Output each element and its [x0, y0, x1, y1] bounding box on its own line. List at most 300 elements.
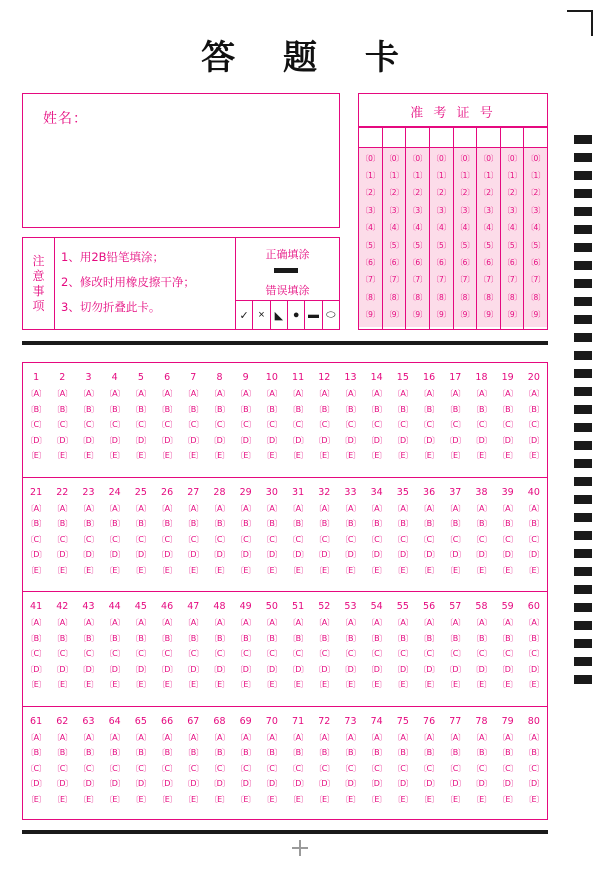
answer-bubble[interactable]: 〔E〕: [183, 680, 204, 689]
answer-bubble[interactable]: 〔B〕: [471, 519, 492, 528]
answer-bubble[interactable]: 〔D〕: [261, 550, 283, 559]
answer-bubble[interactable]: 〔E〕: [419, 680, 439, 689]
answer-bubble[interactable]: 〔A〕: [235, 503, 256, 513]
answer-bubble[interactable]: 〔C〕: [471, 763, 492, 773]
answer-bubble[interactable]: 〔D〕: [130, 664, 152, 674]
answer-bubble[interactable]: 〔B〕: [340, 404, 361, 414]
answer-bubble[interactable]: 〔B〕: [26, 748, 47, 757]
answer-bubble[interactable]: 〔B〕: [235, 748, 256, 757]
answer-bubble[interactable]: 〔E〕: [445, 794, 466, 804]
answer-bubble[interactable]: 〔E〕: [471, 680, 492, 689]
answer-bubble[interactable]: 〔C〕: [26, 420, 47, 429]
answer-bubble[interactable]: 〔D〕: [523, 550, 545, 559]
answer-bubble[interactable]: 〔E〕: [288, 451, 308, 460]
exam-number-bubble[interactable]: 〔8〕: [432, 292, 451, 302]
answer-bubble[interactable]: 〔C〕: [340, 649, 361, 658]
answer-bubble[interactable]: 〔D〕: [182, 664, 204, 674]
answer-bubble[interactable]: 〔D〕: [182, 435, 204, 445]
answer-bubble[interactable]: 〔C〕: [235, 420, 256, 429]
answer-bubble[interactable]: 〔A〕: [104, 732, 125, 742]
answer-bubble[interactable]: 〔D〕: [209, 779, 230, 788]
exam-number-bubble[interactable]: 〔8〕: [408, 292, 427, 302]
exam-number-bubble[interactable]: 〔0〕: [455, 153, 474, 163]
answer-bubble[interactable]: 〔D〕: [523, 435, 545, 445]
answer-bubble[interactable]: 〔B〕: [209, 404, 230, 414]
answer-bubble[interactable]: 〔A〕: [392, 732, 413, 742]
answer-bubble[interactable]: 〔E〕: [288, 794, 308, 804]
answer-bubble[interactable]: 〔E〕: [497, 451, 518, 460]
answer-bubble[interactable]: 〔C〕: [419, 420, 440, 429]
exam-number-bubble[interactable]: 〔1〕: [408, 170, 427, 180]
answer-bubble[interactable]: 〔A〕: [497, 732, 518, 742]
answer-bubble[interactable]: 〔A〕: [314, 618, 335, 627]
answer-bubble[interactable]: 〔E〕: [288, 680, 308, 689]
answer-bubble[interactable]: 〔E〕: [157, 794, 177, 804]
answer-bubble[interactable]: 〔C〕: [497, 649, 518, 658]
answer-bubble[interactable]: 〔B〕: [78, 748, 99, 757]
exam-number-column[interactable]: [501, 128, 525, 329]
exam-number-digit-entry[interactable]: [454, 128, 477, 148]
exam-number-bubble[interactable]: 〔9〕: [384, 310, 404, 320]
answer-bubble[interactable]: 〔A〕: [78, 503, 99, 513]
answer-bubble[interactable]: 〔A〕: [78, 732, 99, 742]
answer-bubble[interactable]: 〔C〕: [366, 649, 387, 658]
answer-bubble[interactable]: 〔D〕: [104, 550, 125, 559]
answer-bubble[interactable]: 〔E〕: [524, 565, 544, 575]
answer-bubble[interactable]: 〔D〕: [51, 550, 73, 559]
answer-bubble[interactable]: 〔B〕: [288, 519, 309, 528]
answer-bubble[interactable]: 〔E〕: [131, 794, 151, 804]
exam-number-bubble[interactable]: 〔8〕: [526, 292, 545, 302]
answer-bubble[interactable]: 〔B〕: [419, 748, 440, 757]
answer-bubble[interactable]: 〔A〕: [523, 618, 544, 627]
answer-bubble[interactable]: 〔C〕: [209, 649, 230, 658]
answer-bubble[interactable]: 〔B〕: [497, 633, 518, 643]
answer-bubble[interactable]: 〔C〕: [340, 420, 361, 429]
answer-bubble[interactable]: 〔D〕: [51, 435, 73, 445]
answer-bubble[interactable]: 〔A〕: [130, 503, 151, 513]
answer-bubble[interactable]: 〔C〕: [497, 420, 518, 429]
answer-bubble[interactable]: 〔E〕: [366, 794, 387, 804]
answer-bubble[interactable]: 〔A〕: [314, 389, 335, 398]
answer-bubble[interactable]: 〔D〕: [209, 435, 230, 445]
answer-bubble[interactable]: 〔D〕: [78, 664, 99, 674]
answer-bubble[interactable]: 〔B〕: [445, 404, 466, 414]
exam-number-digit-entry[interactable]: [359, 128, 382, 148]
answer-bubble[interactable]: 〔C〕: [471, 420, 492, 429]
exam-number-bubble[interactable]: 〔7〕: [361, 275, 380, 285]
answer-bubble[interactable]: 〔D〕: [444, 664, 466, 674]
exam-number-bubble[interactable]: 〔9〕: [408, 310, 427, 320]
answer-bubble[interactable]: 〔A〕: [314, 732, 335, 742]
answer-bubble[interactable]: 〔E〕: [52, 565, 73, 575]
answer-bubble[interactable]: 〔B〕: [471, 748, 492, 757]
answer-bubble[interactable]: 〔E〕: [419, 565, 439, 575]
answer-bubble[interactable]: 〔D〕: [497, 435, 518, 445]
answer-bubble[interactable]: 〔C〕: [419, 649, 440, 658]
answer-bubble[interactable]: 〔E〕: [52, 794, 73, 804]
exam-number-bubble[interactable]: 〔9〕: [479, 310, 498, 320]
answer-bubble[interactable]: 〔E〕: [524, 680, 544, 689]
answer-bubble[interactable]: 〔B〕: [130, 748, 151, 757]
answer-bubble[interactable]: 〔A〕: [445, 618, 466, 627]
answer-bubble[interactable]: 〔C〕: [314, 763, 335, 773]
answer-bubble[interactable]: 〔B〕: [183, 404, 204, 414]
answer-bubble[interactable]: 〔B〕: [157, 633, 178, 643]
answer-bubble[interactable]: 〔C〕: [471, 649, 492, 658]
answer-bubble[interactable]: 〔E〕: [235, 680, 256, 689]
exam-number-bubble[interactable]: 〔1〕: [502, 170, 522, 180]
answer-bubble[interactable]: 〔C〕: [523, 420, 544, 429]
answer-bubble[interactable]: 〔B〕: [52, 633, 73, 643]
answer-bubble[interactable]: 〔C〕: [157, 534, 178, 544]
answer-bubble[interactable]: 〔C〕: [104, 534, 125, 544]
answer-bubble[interactable]: 〔D〕: [392, 664, 414, 674]
answer-bubble[interactable]: 〔A〕: [419, 503, 440, 513]
answer-bubble[interactable]: 〔B〕: [183, 633, 204, 643]
answer-bubble[interactable]: 〔C〕: [130, 534, 151, 544]
answer-bubble[interactable]: 〔E〕: [524, 794, 544, 804]
answer-bubble[interactable]: 〔B〕: [183, 519, 204, 528]
answer-bubble[interactable]: 〔D〕: [366, 779, 387, 788]
exam-number-bubble[interactable]: 〔6〕: [479, 257, 498, 267]
answer-bubble[interactable]: 〔E〕: [131, 680, 151, 689]
answer-bubble[interactable]: 〔B〕: [104, 519, 125, 528]
exam-number-bubble[interactable]: 〔8〕: [361, 292, 380, 302]
answer-bubble[interactable]: 〔A〕: [209, 618, 230, 627]
answer-bubble[interactable]: 〔B〕: [445, 633, 466, 643]
answer-bubble[interactable]: 〔C〕: [209, 763, 230, 773]
answer-bubble[interactable]: 〔E〕: [262, 565, 282, 575]
answer-bubble[interactable]: 〔C〕: [314, 649, 335, 658]
answer-bubble[interactable]: 〔D〕: [182, 550, 204, 559]
answer-bubble[interactable]: 〔D〕: [340, 550, 361, 559]
answer-bubble[interactable]: 〔B〕: [366, 519, 387, 528]
exam-number-bubble[interactable]: 〔6〕: [408, 257, 427, 267]
answer-bubble[interactable]: 〔D〕: [51, 664, 73, 674]
exam-number-bubble[interactable]: 〔4〕: [384, 223, 404, 233]
answer-bubble[interactable]: 〔B〕: [78, 404, 99, 414]
answer-bubble[interactable]: 〔C〕: [78, 420, 99, 429]
exam-number-bubble[interactable]: 〔6〕: [502, 257, 522, 267]
exam-number-bubble[interactable]: 〔7〕: [455, 275, 474, 285]
answer-bubble[interactable]: 〔B〕: [314, 404, 335, 414]
exam-number-bubble[interactable]: 〔0〕: [479, 153, 498, 163]
answer-bubble[interactable]: 〔A〕: [340, 732, 361, 742]
answer-bubble[interactable]: 〔E〕: [26, 794, 46, 804]
exam-number-digit-entry[interactable]: [406, 128, 429, 148]
answer-bubble[interactable]: 〔B〕: [261, 748, 282, 757]
answer-bubble[interactable]: 〔C〕: [392, 649, 413, 658]
answer-bubble[interactable]: 〔D〕: [25, 779, 47, 788]
answer-bubble[interactable]: 〔E〕: [131, 565, 151, 575]
answer-bubble[interactable]: 〔A〕: [183, 503, 204, 513]
answer-bubble[interactable]: 〔A〕: [340, 618, 361, 627]
answer-bubble[interactable]: 〔C〕: [183, 534, 204, 544]
exam-number-bubble[interactable]: 〔2〕: [502, 188, 522, 198]
exam-number-bubble[interactable]: 〔3〕: [502, 205, 522, 215]
answer-bubble[interactable]: 〔C〕: [52, 534, 73, 544]
answer-bubble[interactable]: 〔A〕: [261, 618, 282, 627]
answer-bubble[interactable]: 〔E〕: [157, 565, 177, 575]
answer-bubble[interactable]: 〔A〕: [366, 389, 387, 398]
answer-bubble[interactable]: 〔A〕: [366, 618, 387, 627]
exam-number-column[interactable]: [477, 128, 501, 329]
answer-bubble[interactable]: 〔C〕: [78, 534, 99, 544]
exam-number-column[interactable]: [454, 128, 478, 329]
exam-number-bubble[interactable]: 〔4〕: [432, 223, 451, 233]
answer-bubble[interactable]: 〔E〕: [497, 794, 518, 804]
answer-bubble[interactable]: 〔A〕: [26, 389, 47, 398]
answer-bubble[interactable]: 〔C〕: [130, 763, 151, 773]
answer-bubble[interactable]: 〔E〕: [26, 451, 46, 460]
answer-bubble[interactable]: 〔B〕: [130, 404, 151, 414]
answer-bubble[interactable]: 〔D〕: [78, 435, 99, 445]
answer-bubble[interactable]: 〔D〕: [130, 550, 152, 559]
answer-bubble[interactable]: 〔B〕: [523, 519, 544, 528]
answer-bubble[interactable]: 〔A〕: [366, 503, 387, 513]
answer-bubble[interactable]: 〔E〕: [288, 565, 308, 575]
answer-bubble[interactable]: 〔E〕: [209, 680, 230, 689]
answer-bubble[interactable]: 〔E〕: [235, 565, 256, 575]
answer-bubble[interactable]: 〔B〕: [340, 633, 361, 643]
exam-number-bubble[interactable]: 〔5〕: [384, 240, 404, 250]
answer-bubble[interactable]: 〔A〕: [497, 618, 518, 627]
answer-bubble[interactable]: 〔A〕: [209, 389, 230, 398]
answer-bubble[interactable]: 〔A〕: [52, 389, 73, 398]
answer-bubble[interactable]: 〔B〕: [314, 748, 335, 757]
answer-bubble[interactable]: 〔A〕: [183, 618, 204, 627]
answer-bubble[interactable]: 〔C〕: [445, 649, 466, 658]
answer-bubble[interactable]: 〔D〕: [471, 550, 492, 559]
answer-bubble[interactable]: 〔B〕: [261, 633, 282, 643]
exam-number-bubble[interactable]: 〔7〕: [408, 275, 427, 285]
answer-bubble[interactable]: 〔B〕: [471, 404, 492, 414]
answer-bubble[interactable]: 〔E〕: [262, 794, 282, 804]
answer-bubble[interactable]: 〔D〕: [392, 435, 414, 445]
answer-bubble[interactable]: 〔B〕: [392, 404, 413, 414]
answer-bubble[interactable]: 〔A〕: [497, 503, 518, 513]
answer-bubble[interactable]: 〔C〕: [497, 534, 518, 544]
answer-bubble[interactable]: 〔E〕: [52, 680, 73, 689]
answer-bubble[interactable]: 〔E〕: [157, 451, 177, 460]
answer-bubble[interactable]: 〔A〕: [26, 503, 47, 513]
answer-bubble[interactable]: 〔B〕: [340, 748, 361, 757]
answer-bubble[interactable]: 〔D〕: [287, 779, 309, 788]
answer-bubble[interactable]: 〔D〕: [340, 779, 361, 788]
answer-bubble[interactable]: 〔B〕: [104, 748, 125, 757]
answer-bubble[interactable]: 〔C〕: [392, 420, 413, 429]
answer-bubble[interactable]: 〔D〕: [418, 550, 440, 559]
exam-number-bubble[interactable]: 〔9〕: [455, 310, 474, 320]
answer-bubble[interactable]: 〔B〕: [497, 748, 518, 757]
answer-bubble[interactable]: 〔E〕: [104, 794, 125, 804]
answer-bubble[interactable]: 〔C〕: [392, 763, 413, 773]
answer-bubble[interactable]: 〔A〕: [314, 503, 335, 513]
answer-bubble[interactable]: 〔D〕: [471, 779, 492, 788]
answer-bubble[interactable]: 〔D〕: [366, 664, 387, 674]
answer-bubble[interactable]: 〔E〕: [183, 451, 204, 460]
answer-bubble[interactable]: 〔B〕: [497, 404, 518, 414]
exam-number-bubble[interactable]: 〔8〕: [455, 292, 474, 302]
answer-bubble[interactable]: 〔D〕: [366, 550, 387, 559]
answer-bubble[interactable]: 〔B〕: [523, 404, 544, 414]
exam-number-digit-entry[interactable]: [524, 128, 547, 148]
answer-bubble[interactable]: 〔D〕: [156, 779, 178, 788]
answer-bubble[interactable]: 〔A〕: [26, 618, 47, 627]
answer-bubble[interactable]: 〔B〕: [104, 633, 125, 643]
answer-bubble[interactable]: 〔B〕: [52, 404, 73, 414]
answer-bubble[interactable]: 〔B〕: [288, 748, 309, 757]
answer-bubble[interactable]: 〔C〕: [235, 534, 256, 544]
answer-bubble[interactable]: 〔C〕: [183, 763, 204, 773]
exam-number-box[interactable]: [358, 93, 548, 330]
exam-number-bubble[interactable]: 〔3〕: [384, 205, 404, 215]
answer-bubble[interactable]: 〔B〕: [183, 748, 204, 757]
answer-bubble[interactable]: 〔C〕: [157, 649, 178, 658]
answer-bubble[interactable]: 〔B〕: [314, 519, 335, 528]
answer-bubble[interactable]: 〔A〕: [130, 389, 151, 398]
answer-bubble[interactable]: 〔C〕: [26, 763, 47, 773]
exam-number-column[interactable]: [406, 128, 430, 329]
answer-bubble[interactable]: 〔C〕: [366, 420, 387, 429]
answer-bubble[interactable]: 〔A〕: [209, 732, 230, 742]
answer-bubble[interactable]: 〔D〕: [523, 664, 545, 674]
answer-bubble[interactable]: 〔E〕: [524, 451, 544, 460]
exam-number-digit-entry[interactable]: [501, 128, 524, 148]
answer-bubble[interactable]: 〔C〕: [523, 763, 544, 773]
answer-bubble[interactable]: 〔C〕: [157, 420, 178, 429]
answer-bubble[interactable]: 〔A〕: [26, 732, 47, 742]
answer-bubble[interactable]: 〔D〕: [497, 550, 518, 559]
answer-bubble[interactable]: 〔B〕: [52, 748, 73, 757]
answer-bubble[interactable]: 〔E〕: [183, 794, 204, 804]
answer-bubble[interactable]: 〔D〕: [313, 550, 335, 559]
answer-bubble[interactable]: 〔E〕: [314, 451, 335, 460]
answer-bubble[interactable]: 〔E〕: [262, 451, 282, 460]
answer-bubble[interactable]: 〔D〕: [471, 664, 492, 674]
answer-bubble[interactable]: 〔E〕: [471, 794, 492, 804]
exam-number-bubble[interactable]: 〔0〕: [384, 153, 404, 163]
answer-bubble[interactable]: 〔B〕: [419, 519, 440, 528]
answer-bubble[interactable]: 〔B〕: [445, 748, 466, 757]
exam-number-bubble[interactable]: 〔3〕: [361, 205, 380, 215]
answer-bubble[interactable]: 〔B〕: [209, 519, 230, 528]
answer-bubble[interactable]: 〔E〕: [262, 680, 282, 689]
answer-bubble[interactable]: 〔C〕: [419, 534, 440, 544]
answer-bubble[interactable]: 〔E〕: [445, 680, 466, 689]
answer-bubble[interactable]: 〔A〕: [261, 732, 282, 742]
answer-bubble[interactable]: 〔D〕: [313, 435, 335, 445]
answer-bubble[interactable]: 〔E〕: [419, 451, 439, 460]
exam-number-bubble[interactable]: 〔5〕: [408, 240, 427, 250]
answer-bubble[interactable]: 〔B〕: [314, 633, 335, 643]
answer-bubble[interactable]: 〔D〕: [444, 779, 466, 788]
answer-bubble[interactable]: 〔C〕: [104, 649, 125, 658]
answer-bubble[interactable]: 〔A〕: [471, 618, 492, 627]
answer-bubble[interactable]: 〔B〕: [157, 404, 178, 414]
answer-bubble[interactable]: 〔D〕: [313, 664, 335, 674]
answer-bubble[interactable]: 〔E〕: [393, 680, 413, 689]
answer-bubble[interactable]: 〔D〕: [51, 779, 73, 788]
answer-bubble[interactable]: 〔D〕: [130, 435, 152, 445]
answer-bubble[interactable]: 〔D〕: [235, 779, 256, 788]
answer-bubble[interactable]: 〔E〕: [235, 451, 256, 460]
answer-bubble[interactable]: 〔B〕: [235, 519, 256, 528]
answer-bubble[interactable]: 〔D〕: [313, 779, 335, 788]
answer-bubble[interactable]: 〔C〕: [366, 534, 387, 544]
answer-bubble[interactable]: 〔C〕: [314, 534, 335, 544]
answer-bubble[interactable]: 〔D〕: [497, 664, 518, 674]
answer-bubble[interactable]: 〔C〕: [261, 649, 282, 658]
answer-bubble[interactable]: 〔A〕: [419, 732, 440, 742]
answer-bubble[interactable]: 〔D〕: [418, 664, 440, 674]
answer-bubble[interactable]: 〔B〕: [471, 633, 492, 643]
answer-bubble[interactable]: 〔E〕: [314, 680, 335, 689]
exam-number-bubble[interactable]: 〔4〕: [455, 223, 474, 233]
answer-bubble[interactable]: 〔C〕: [288, 763, 309, 773]
answer-bubble[interactable]: 〔C〕: [235, 763, 256, 773]
answer-bubble[interactable]: 〔E〕: [209, 794, 230, 804]
exam-number-bubble[interactable]: 〔5〕: [502, 240, 522, 250]
answer-bubble[interactable]: 〔C〕: [471, 534, 492, 544]
answer-bubble[interactable]: 〔E〕: [104, 565, 125, 575]
name-box[interactable]: [22, 93, 340, 228]
answer-bubble[interactable]: 〔B〕: [26, 633, 47, 643]
answer-bubble[interactable]: 〔C〕: [52, 420, 73, 429]
answer-bubble[interactable]: 〔A〕: [288, 389, 309, 398]
answer-bubble[interactable]: 〔E〕: [419, 794, 439, 804]
answer-bubble[interactable]: 〔C〕: [183, 649, 204, 658]
exam-number-bubble[interactable]: 〔4〕: [361, 223, 380, 233]
answer-bubble[interactable]: 〔A〕: [261, 503, 282, 513]
answer-bubble[interactable]: 〔C〕: [261, 763, 282, 773]
answer-bubble[interactable]: 〔C〕: [288, 534, 309, 544]
answer-bubble[interactable]: 〔D〕: [418, 435, 440, 445]
answer-bubble[interactable]: 〔B〕: [209, 633, 230, 643]
answer-bubble[interactable]: 〔B〕: [288, 404, 309, 414]
exam-number-bubble[interactable]: 〔2〕: [455, 188, 474, 198]
answer-bubble[interactable]: 〔E〕: [78, 451, 99, 460]
answer-bubble[interactable]: 〔C〕: [288, 420, 309, 429]
answer-bubble[interactable]: 〔C〕: [26, 534, 47, 544]
answer-bubble[interactable]: 〔A〕: [392, 503, 413, 513]
answer-bubble[interactable]: 〔A〕: [104, 503, 125, 513]
answer-bubble[interactable]: 〔C〕: [157, 763, 178, 773]
exam-number-bubble[interactable]: 〔0〕: [526, 153, 545, 163]
answer-bubble[interactable]: 〔A〕: [130, 618, 151, 627]
exam-number-bubble[interactable]: 〔1〕: [432, 170, 451, 180]
answer-bubble[interactable]: 〔C〕: [130, 420, 151, 429]
exam-number-bubble[interactable]: 〔7〕: [502, 275, 522, 285]
answer-bubble[interactable]: 〔A〕: [183, 732, 204, 742]
answer-bubble[interactable]: 〔D〕: [392, 550, 414, 559]
answer-bubble[interactable]: 〔B〕: [366, 633, 387, 643]
exam-number-bubble[interactable]: 〔2〕: [361, 188, 380, 198]
answer-bubble[interactable]: 〔E〕: [340, 680, 361, 689]
exam-number-bubble[interactable]: 〔2〕: [479, 188, 498, 198]
answer-bubble[interactable]: 〔B〕: [392, 519, 413, 528]
answer-bubble[interactable]: 〔A〕: [78, 389, 99, 398]
answer-bubble[interactable]: 〔D〕: [25, 550, 47, 559]
answer-bubble[interactable]: 〔E〕: [366, 451, 387, 460]
answer-bubble[interactable]: 〔D〕: [261, 779, 283, 788]
exam-number-bubble[interactable]: 〔2〕: [408, 188, 427, 198]
answer-bubble[interactable]: 〔A〕: [523, 389, 544, 398]
answer-bubble[interactable]: 〔D〕: [156, 435, 178, 445]
exam-number-bubble[interactable]: 〔8〕: [502, 292, 522, 302]
answer-bubble[interactable]: 〔A〕: [104, 618, 125, 627]
